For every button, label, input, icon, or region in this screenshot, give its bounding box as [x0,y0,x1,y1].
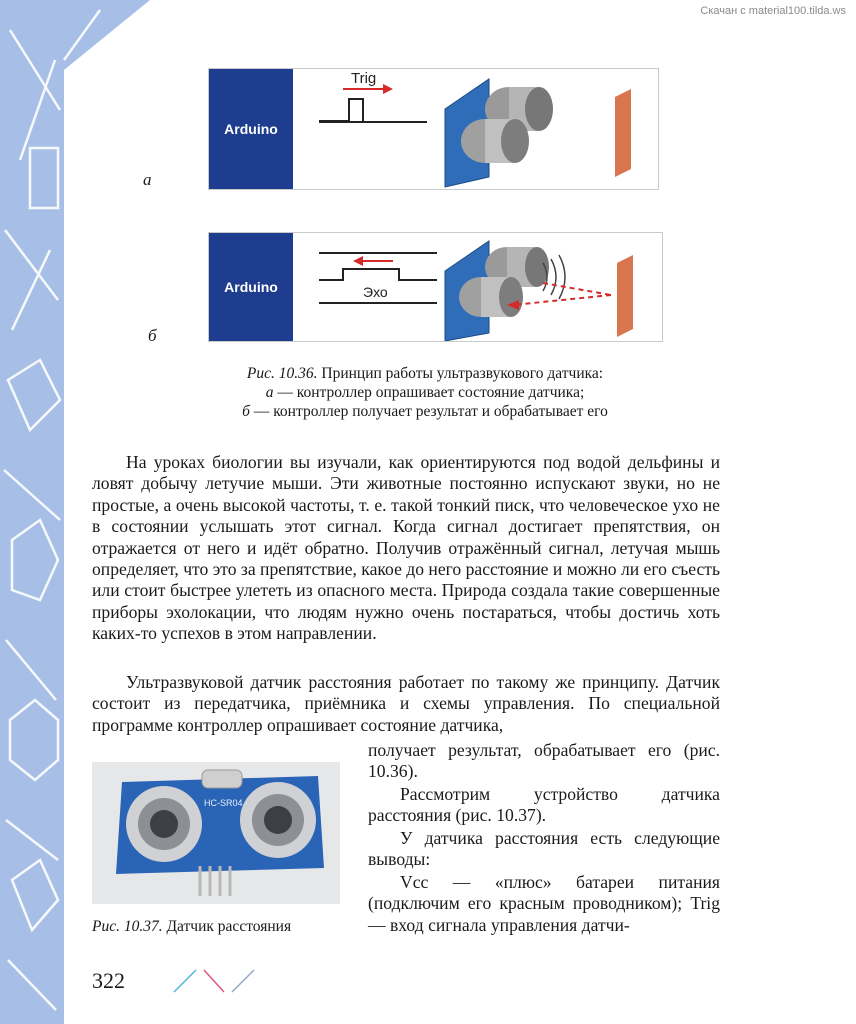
paragraph: Ультразвуковой датчик расстояния работает по такому же принципу. Датчик состоит из передатчика, приёмника и схемы управления. По специальной программе контроллер опрашивает состояние датчика, [92,672,720,735]
figure-a-diagram [293,69,658,189]
echo-label: Эхо [363,284,388,300]
trig-label: Trig [351,70,377,87]
paragraph: На уроках биологии вы изучали, как ориентируются под водой дельфины и ловят добычу летучие мыши. Эти животные постоянно испускают звуки, но не простые, а очень высокой частоты, т. е. такой тонкий писк, что человеческое ухо не в состоянии услышать этот сигнал. Когда сигнал достигает препятствия, он отражается от него и идёт обратно. Получив отражённый сигнал, летучая мышь определяет, что это за препятствие, какое до него расстояние и можно ли его съесть или стоит быстрее улететь из опасного места. Природа создала такие совершенные приборы эхолокации, что людям нужно очень постараться, чтобы достичь хоть каких-то успехов в этом направлении. [92,452,721,644]
figure-b [208,232,663,342]
page-number: 322 [92,968,125,993]
paragraph-continued: получает результат, обрабатывает его (рис. 10.36). [368,740,720,782]
figure-b-label: б [148,326,157,345]
figure-a [208,68,659,190]
decorative-lines [172,968,262,994]
paragraph: Рассмотрим устройство датчика расстояния (рис. 10.37). [368,784,720,826]
figure-b-diagram [293,233,662,341]
caption-number: Рис. 10.36. [246,365,318,382]
paragraph: Vcc — «плюс» батареи питания (подключим его красным проводником); Trig — вход сигнала управления датчи- [368,872,720,935]
arduino-block: Arduino [209,233,293,341]
figure-caption: Рис. 10.37. Датчик расстояния [92,918,292,935]
figure-a-label: а [143,170,152,189]
board-label: HC-SR04 [204,798,243,808]
paragraph: У датчика расстояния есть следующие выводы: [368,828,720,870]
sensor-photo [92,762,340,904]
figure-caption: Рис. 10.36. Принцип работы ультразвукового датчика: а — контроллер опрашивает состояние датчика; б — контроллер получает результат и обрабатывает его [242,365,608,420]
arduino-block: Arduino [209,69,293,189]
watermark: Скачан с material100.tilda.ws [700,5,846,17]
caption-number: Рис. 10.37. [92,918,163,935]
